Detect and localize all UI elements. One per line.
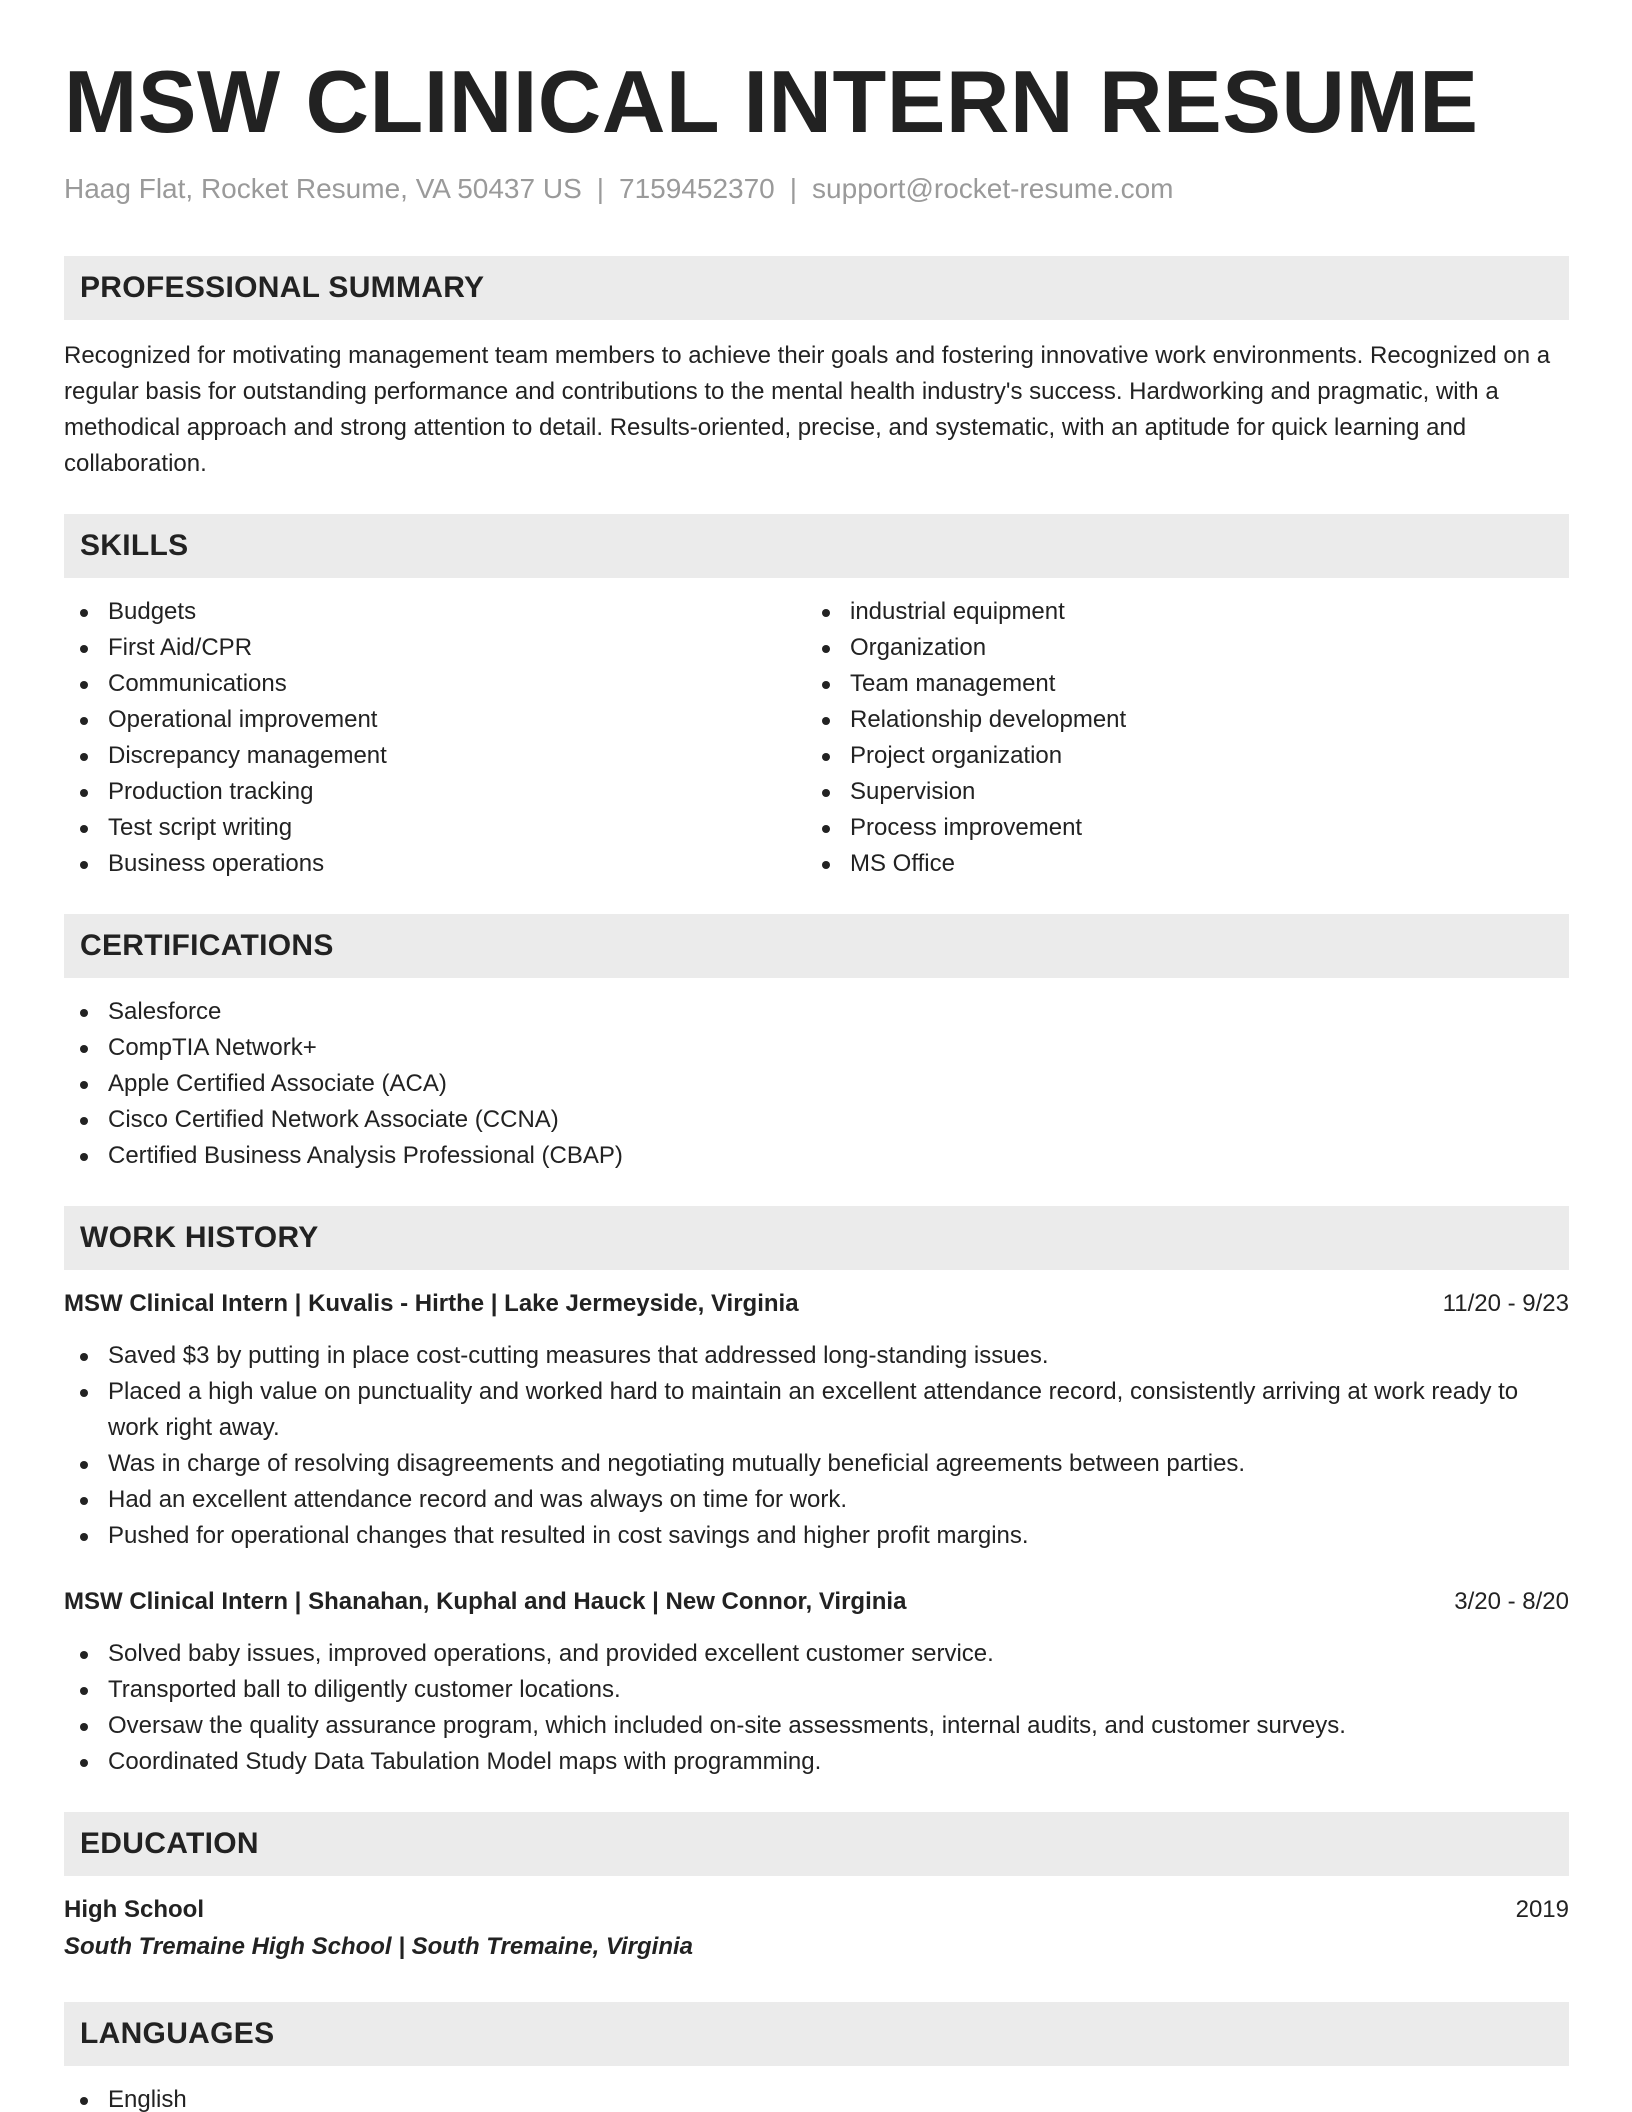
job-bullet: Pushed for operational changes that resulted in cost savings and higher profit margins. (64, 1518, 1569, 1554)
education-year: 2019 (1515, 1896, 1569, 1923)
skill-item: Production tracking (64, 774, 806, 810)
job-bullets (64, 1338, 1569, 1554)
contact-separator: | (596, 173, 605, 204)
contact-email: support@rocket-resume.com (812, 173, 1174, 204)
skills-grid (64, 594, 1569, 882)
job-bullets (64, 1636, 1569, 1780)
job-bullet: Placed a high value on punctuality and worked hard to maintain an excellent attendance record, consistently arriving at work ready to work right away. (64, 1374, 1569, 1446)
certification-item: Certified Business Analysis Professional (CBAP) (64, 1138, 1569, 1174)
certifications-section (64, 914, 1569, 1174)
job-bullet: Solved baby issues, improved operations, and provided excellent customer service. (64, 1636, 1569, 1672)
skill-item: Budgets (64, 594, 806, 630)
skills-list-left (64, 594, 806, 882)
education-school: South Tremaine High School | South Tremaine, Virginia (64, 1933, 694, 1960)
skill-item: Organization (806, 630, 1548, 666)
section-header-skills: SKILLS (64, 514, 1569, 578)
certification-item: Salesforce (64, 994, 1569, 1030)
work-history-section (64, 1206, 1569, 1780)
job-bullet: Coordinated Study Data Tabulation Model maps with programming. (64, 1744, 1569, 1780)
skill-item: industrial equipment (806, 594, 1548, 630)
skills-section (64, 514, 1569, 882)
certification-item: CompTIA Network+ (64, 1030, 1569, 1066)
certification-item: Cisco Certified Network Associate (CCNA) (64, 1102, 1569, 1138)
job-dates: 11/20 - 9/23 (1442, 1290, 1569, 1317)
certification-item: Apple Certified Associate (ACA) (64, 1066, 1569, 1102)
job-dates: 3/20 - 8/20 (1454, 1588, 1569, 1615)
skill-item: Business operations (64, 846, 806, 882)
education-degree: High School (64, 1896, 204, 1923)
skill-item: Discrepancy management (64, 738, 806, 774)
skill-item: Communications (64, 666, 806, 702)
job-heading: MSW Clinical Intern | Kuvalis - Hirthe | Lake Jermeyside, Virginia (64, 1290, 799, 1317)
skill-item: MS Office (806, 846, 1548, 882)
skill-item: Project organization (806, 738, 1548, 774)
contact-phone: 7159452370 (619, 173, 775, 204)
job-bullet: Had an excellent attendance record and was always on time for work. (64, 1482, 1569, 1518)
job-heading-row (64, 1584, 1569, 1620)
summary-text: Recognized for motivating management team members to achieve their goals and fostering innovative work environments. Recognized on a regular basis for outstanding performance and contributions to the mental health industry's success. Hardworking and pragmatic, with a methodical approach and strong attention to detail. Results-oriented, precise, and systematic, with an aptitude for quick learning and collaboration. (64, 342, 1551, 477)
skill-item: Operational improvement (64, 702, 806, 738)
section-header-education: EDUCATION (64, 1812, 1569, 1876)
job-heading-row (64, 1286, 1569, 1322)
contact-separator: | (789, 173, 798, 204)
education-section (64, 1812, 1569, 1966)
summary-section (64, 256, 1569, 482)
job-bullet: Saved $3 by putting in place cost-cutting measures that addressed long-standing issues. (64, 1338, 1569, 1374)
language-item: English (64, 2082, 1569, 2112)
skill-item: Test script writing (64, 810, 806, 846)
skill-item: First Aid/CPR (64, 630, 806, 666)
languages-section (64, 2002, 1569, 2112)
skill-item: Supervision (806, 774, 1548, 810)
skills-list-right (806, 594, 1548, 882)
skill-item: Team management (806, 666, 1548, 702)
resume-title: MSW CLINICAL INTERN RESUME (64, 52, 1479, 151)
section-header-summary: PROFESSIONAL SUMMARY (64, 256, 1569, 320)
section-header-work-history: WORK HISTORY (64, 1206, 1569, 1270)
job-entry (64, 1286, 1569, 1554)
languages-list (64, 2082, 1569, 2112)
certifications-list (64, 994, 1569, 1174)
job-bullet: Was in charge of resolving disagreements and negotiating mutually beneficial agreements between parties. (64, 1446, 1569, 1482)
contact-line (64, 172, 1569, 206)
education-heading-row (64, 1892, 1569, 1928)
skill-item: Process improvement (806, 810, 1548, 846)
job-bullet: Oversaw the quality assurance program, which included on-site assessments, internal audits, and customer surveys. (64, 1708, 1569, 1744)
skill-item: Relationship development (806, 702, 1548, 738)
section-header-certifications: CERTIFICATIONS (64, 914, 1569, 978)
job-bullet: Transported ball to diligently customer locations. (64, 1672, 1569, 1708)
job-entry (64, 1584, 1569, 1780)
contact-address: Haag Flat, Rocket Resume, VA 50437 US (64, 173, 582, 204)
section-header-languages: LANGUAGES (64, 2002, 1569, 2066)
job-heading: MSW Clinical Intern | Shanahan, Kuphal and Hauck | New Connor, Virginia (64, 1588, 907, 1615)
